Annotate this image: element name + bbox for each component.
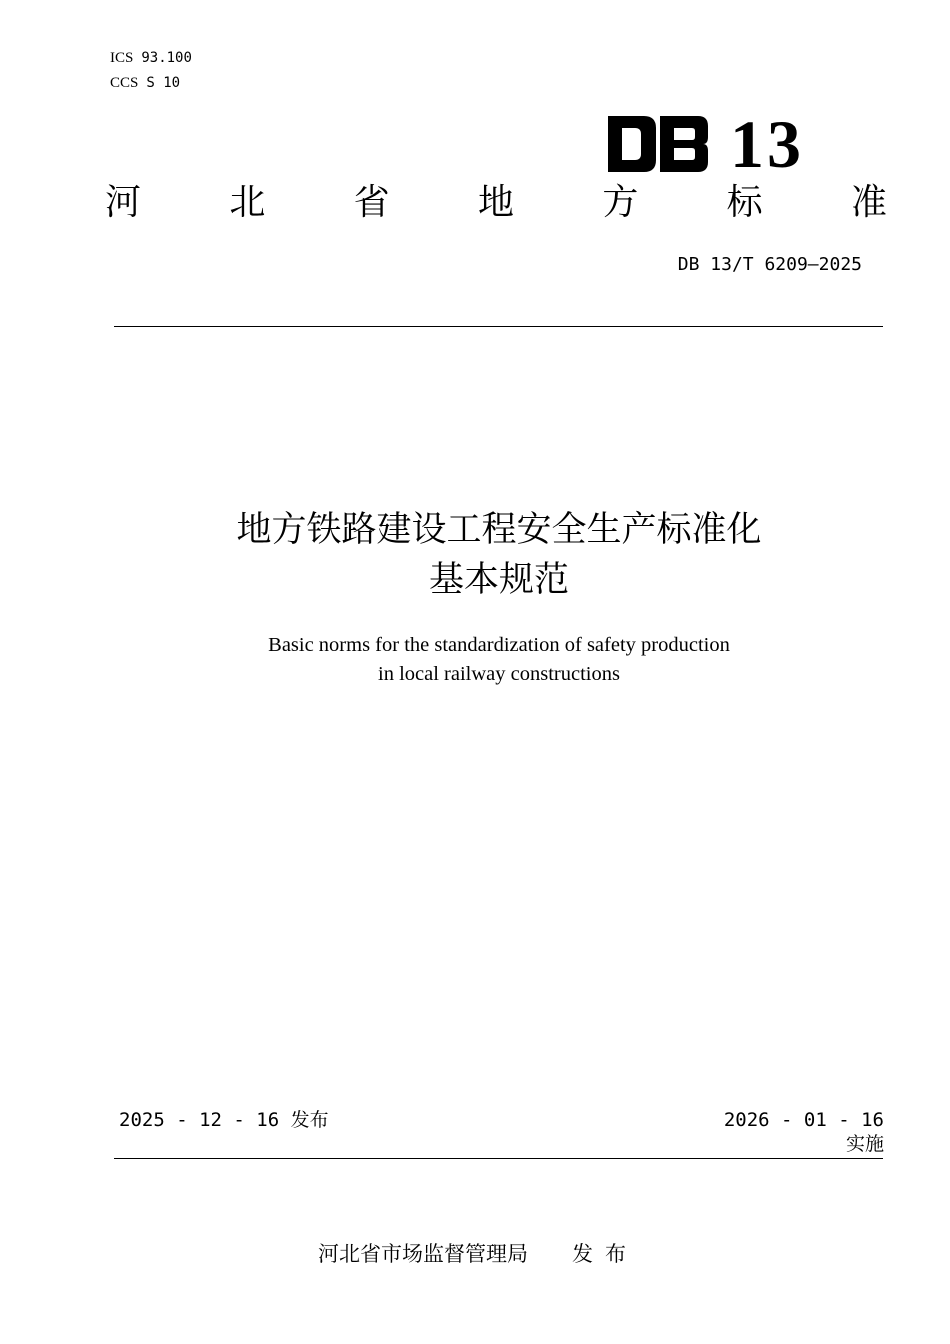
standard-type-char: 准 bbox=[850, 182, 887, 223]
ccs-label: CCS bbox=[110, 75, 139, 91]
standard-type-char: 标 bbox=[726, 182, 763, 223]
issuer-line bbox=[0, 1241, 950, 1267]
implementation-date: 2026 - 01 - 16 bbox=[723, 1109, 884, 1131]
db13-logo bbox=[608, 106, 804, 182]
title-en-line-2: in local railway constructions bbox=[378, 663, 620, 685]
header-divider bbox=[114, 326, 883, 327]
implementation-label: 实施 bbox=[845, 1133, 884, 1155]
standard-type-char: 北 bbox=[229, 182, 266, 223]
db-standard-logo-mark-icon bbox=[608, 116, 708, 172]
standard-type-char: 省 bbox=[353, 182, 390, 223]
implementation-date-block bbox=[724, 1108, 884, 1156]
standard-type-heading bbox=[105, 180, 887, 226]
db-number: 13 bbox=[730, 106, 804, 182]
standard-type-char: 河 bbox=[105, 182, 142, 223]
issuer-action: 发布 bbox=[572, 1242, 638, 1266]
standard-type-char: 地 bbox=[477, 182, 514, 223]
ccs-classification bbox=[110, 73, 180, 93]
ics-label: ICS bbox=[110, 50, 134, 66]
standard-number: DB 13/T 6209—2025 bbox=[677, 254, 862, 275]
ics-code: 93.100 bbox=[141, 50, 192, 66]
standard-type-char: 方 bbox=[602, 182, 639, 223]
ics-classification bbox=[110, 48, 192, 68]
ccs-code: S 10 bbox=[146, 75, 181, 91]
issuer-organization: 河北省市场监督管理局 bbox=[318, 1242, 528, 1266]
title-cn-line-2: 基本规范 bbox=[428, 560, 569, 600]
issue-date-block bbox=[119, 1108, 329, 1132]
footer-divider bbox=[114, 1158, 883, 1159]
title-cn-line-1: 地方铁路建设工程安全生产标准化 bbox=[236, 510, 762, 550]
issue-date: 2025 - 12 - 16 bbox=[119, 1109, 280, 1131]
title-en-line-1: Basic norms for the standardization of safety production bbox=[268, 634, 730, 656]
issue-label: 发布 bbox=[290, 1109, 329, 1131]
